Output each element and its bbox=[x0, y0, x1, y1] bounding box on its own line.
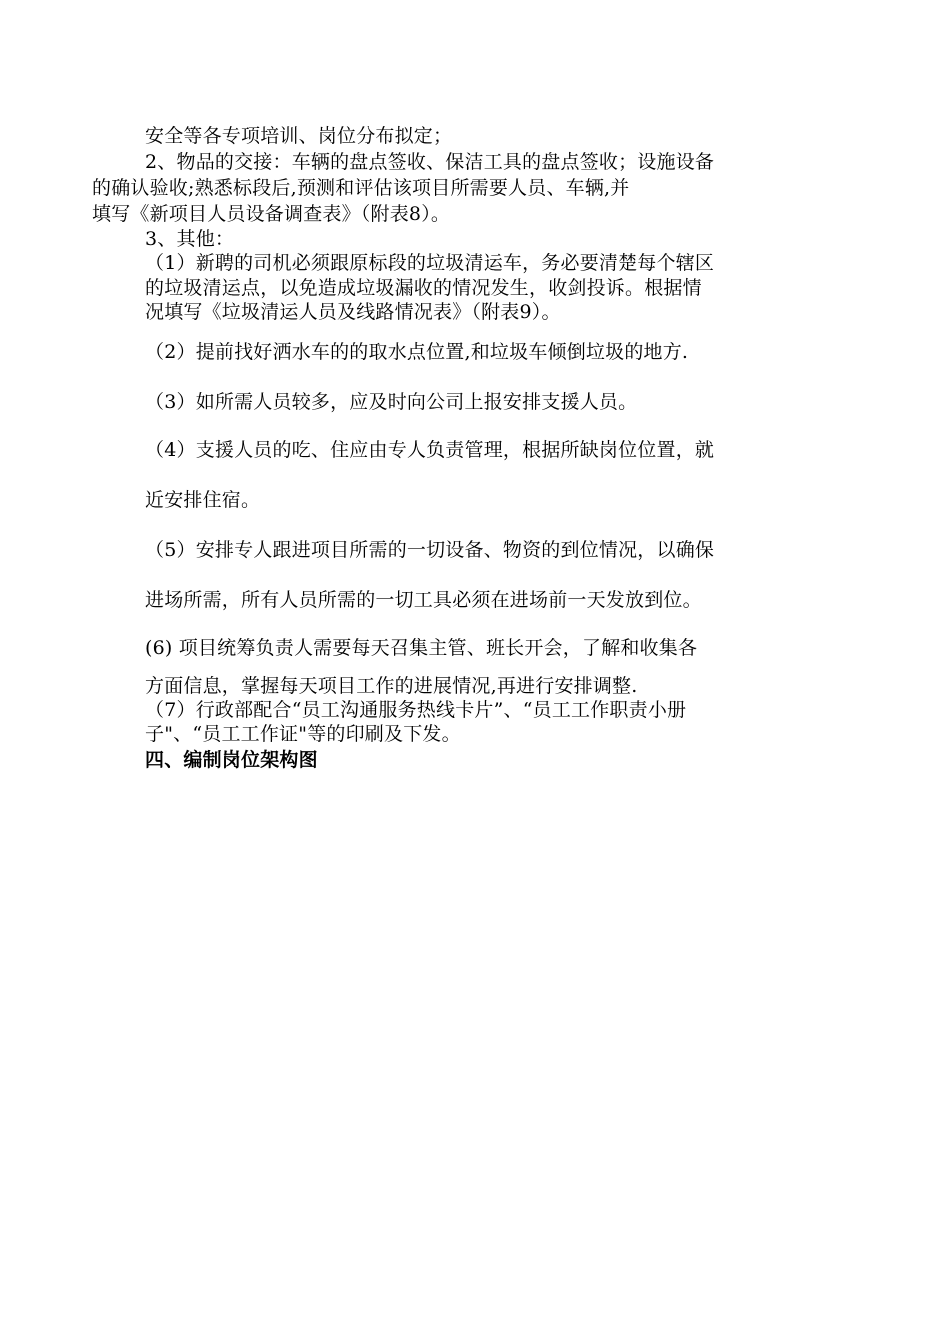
text-line-8: 况填写《垃圾清运人员及线路情况表》（附表9）。 bbox=[145, 301, 561, 323]
text-line-14: 进场所需，所有人员所需的一切工具必须在进场前一天发放到位。 bbox=[145, 589, 702, 611]
text-line-5: 3、其他： bbox=[145, 228, 235, 250]
text-line-17: （7）行政部配合“员工沟通服务热线卡片”、“员工工作职责小册 bbox=[145, 699, 687, 721]
text-line-13: （5）安排专人跟进项目所需的一切设备、物资的到位情况，以确保 bbox=[145, 539, 715, 561]
text-line-3: 的确认验收;熟悉标段后,预测和评估该项目所需要人员、车辆,并 bbox=[92, 177, 630, 199]
text-line-12: 近安排住宿。 bbox=[145, 489, 261, 511]
text-line-15: (6) 项目统筹负责人需要每天召集主管、班长开会，了解和收集各 bbox=[145, 637, 698, 659]
text-line-4: 填写《新项目人员设备调查表》（附表8）。 bbox=[92, 203, 451, 225]
section-heading: 四、编制岗位架构图 bbox=[145, 749, 318, 771]
text-line-1: 安全等各专项培训、岗位分布拟定； bbox=[145, 125, 453, 147]
text-line-6: （1）新聘的司机必须跟原标段的垃圾清运车，务必要清楚每个辖区 bbox=[145, 252, 715, 274]
text-line-16: 方面信息，掌握每天项目工作的进展情况,再进行安排调整. bbox=[145, 675, 638, 697]
text-line-18: 子"、“员工工作证"等的印刷及下发。 bbox=[145, 723, 461, 745]
text-line-11: （4）支援人员的吃、住应由专人负责管理，根据所缺岗位位置，就 bbox=[145, 439, 715, 461]
text-line-7: 的垃圾清运点，以免造成垃圾漏收的情况发生，收剑投诉。根据情 bbox=[145, 277, 702, 299]
text-line-10: （3）如所需人员较多，应及时向公司上报安排支援人员。 bbox=[145, 391, 638, 413]
text-line-9: （2）提前找好洒水车的的取水点位置,和垃圾车倾倒垃圾的地方. bbox=[145, 341, 689, 363]
text-line-2: 2、物品的交接：车辆的盘点签收、保洁工具的盘点签收；设施设备 bbox=[145, 151, 715, 173]
